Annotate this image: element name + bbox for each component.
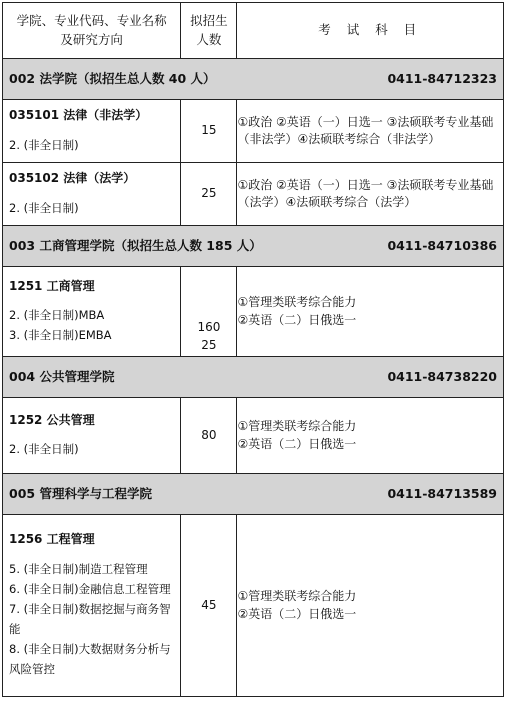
school-name: 004 公共管理学院 — [9, 368, 115, 384]
major-name: 035102 法律（法学） — [9, 171, 136, 186]
school-phone: 0411-84710386 — [387, 237, 497, 253]
major-name: 1252 公共管理 — [9, 412, 95, 427]
school-row — [3, 59, 504, 100]
direction-item: 3. (非全日制)EMBA — [9, 328, 112, 343]
quota-value: 45 — [201, 597, 217, 612]
quota-value: 80 — [201, 427, 217, 442]
header-col2-line1: 拟招生 — [190, 13, 228, 29]
header-quota-cell — [181, 3, 237, 59]
quota-value: 15 — [201, 123, 217, 138]
exam-subject-line: ①管理类联考综合能力 — [237, 589, 357, 604]
school-row — [3, 226, 504, 267]
direction-item: 7. (非全日制)数据挖掘与商务智能 — [9, 602, 171, 637]
exam-subject-line: ①管理类联考综合能力 — [237, 419, 357, 434]
direction-item: 2. (非全日制)MBA — [9, 308, 105, 323]
exam-subjects: ①政治 ②英语（一）日选一 ③法硕联考专业基础（法学）④法硕联考综合（法学） — [237, 177, 494, 209]
header-row — [3, 3, 504, 59]
header-col2-line2: 人数 — [196, 31, 222, 47]
major-name: 035101 法律（非法学） — [9, 108, 148, 123]
direction-item: 2. (非全日制) — [9, 200, 79, 215]
header-col1-line2: 及研究方向 — [60, 31, 123, 47]
major-name: 1251 工商管理 — [9, 278, 95, 293]
exam-subject-line: ①管理类联考综合能力 — [237, 295, 357, 310]
quota-value: 25 — [201, 337, 217, 352]
major-name: 1256 工程管理 — [9, 532, 95, 547]
header-college-cell — [3, 3, 181, 59]
admissions-table — [2, 2, 504, 697]
major-row — [3, 267, 504, 357]
school-row — [3, 474, 504, 515]
direction-item: 2. (非全日制) — [9, 137, 79, 152]
school-phone: 0411-84713589 — [387, 485, 497, 501]
exam-subject-line: ②英语（二）日俄选一 — [237, 436, 357, 451]
major-row — [3, 100, 504, 163]
school-phone: 0411-84738220 — [387, 368, 497, 384]
major-row — [3, 515, 504, 697]
school-name: 005 管理科学与工程学院 — [9, 485, 152, 501]
quota-value: 160 — [197, 320, 221, 335]
direction-item: 5. (非全日制)制造工程管理 — [9, 561, 148, 576]
major-row — [3, 163, 504, 226]
exam-subjects: ①政治 ②英语（一）日选一 ③法硕联考专业基础（非法学）④法硕联考综合（非法学） — [237, 114, 494, 146]
header-col1-line1: 学院、专业代码、专业名称 — [16, 13, 167, 29]
direction-item: 6. (非全日制)金融信息工程管理 — [9, 581, 171, 596]
direction-item: 8. (非全日制)大数据财务分析与风险管控 — [9, 642, 171, 677]
school-name: 002 法学院（拟招生总人数 40 人） — [9, 70, 216, 86]
header-exam-subjects: 考 试 科 目 — [237, 3, 504, 59]
school-phone: 0411-84712323 — [387, 70, 497, 86]
exam-subject-line: ②英语（二）日俄选一 — [237, 606, 357, 621]
school-row — [3, 357, 504, 398]
quota-value: 25 — [201, 186, 217, 201]
direction-item: 2. (非全日制) — [9, 442, 79, 457]
exam-subject-line: ②英语（二）日俄选一 — [237, 312, 357, 327]
major-row — [3, 398, 504, 474]
school-name: 003 工商管理学院（拟招生总人数 185 人） — [9, 237, 262, 253]
